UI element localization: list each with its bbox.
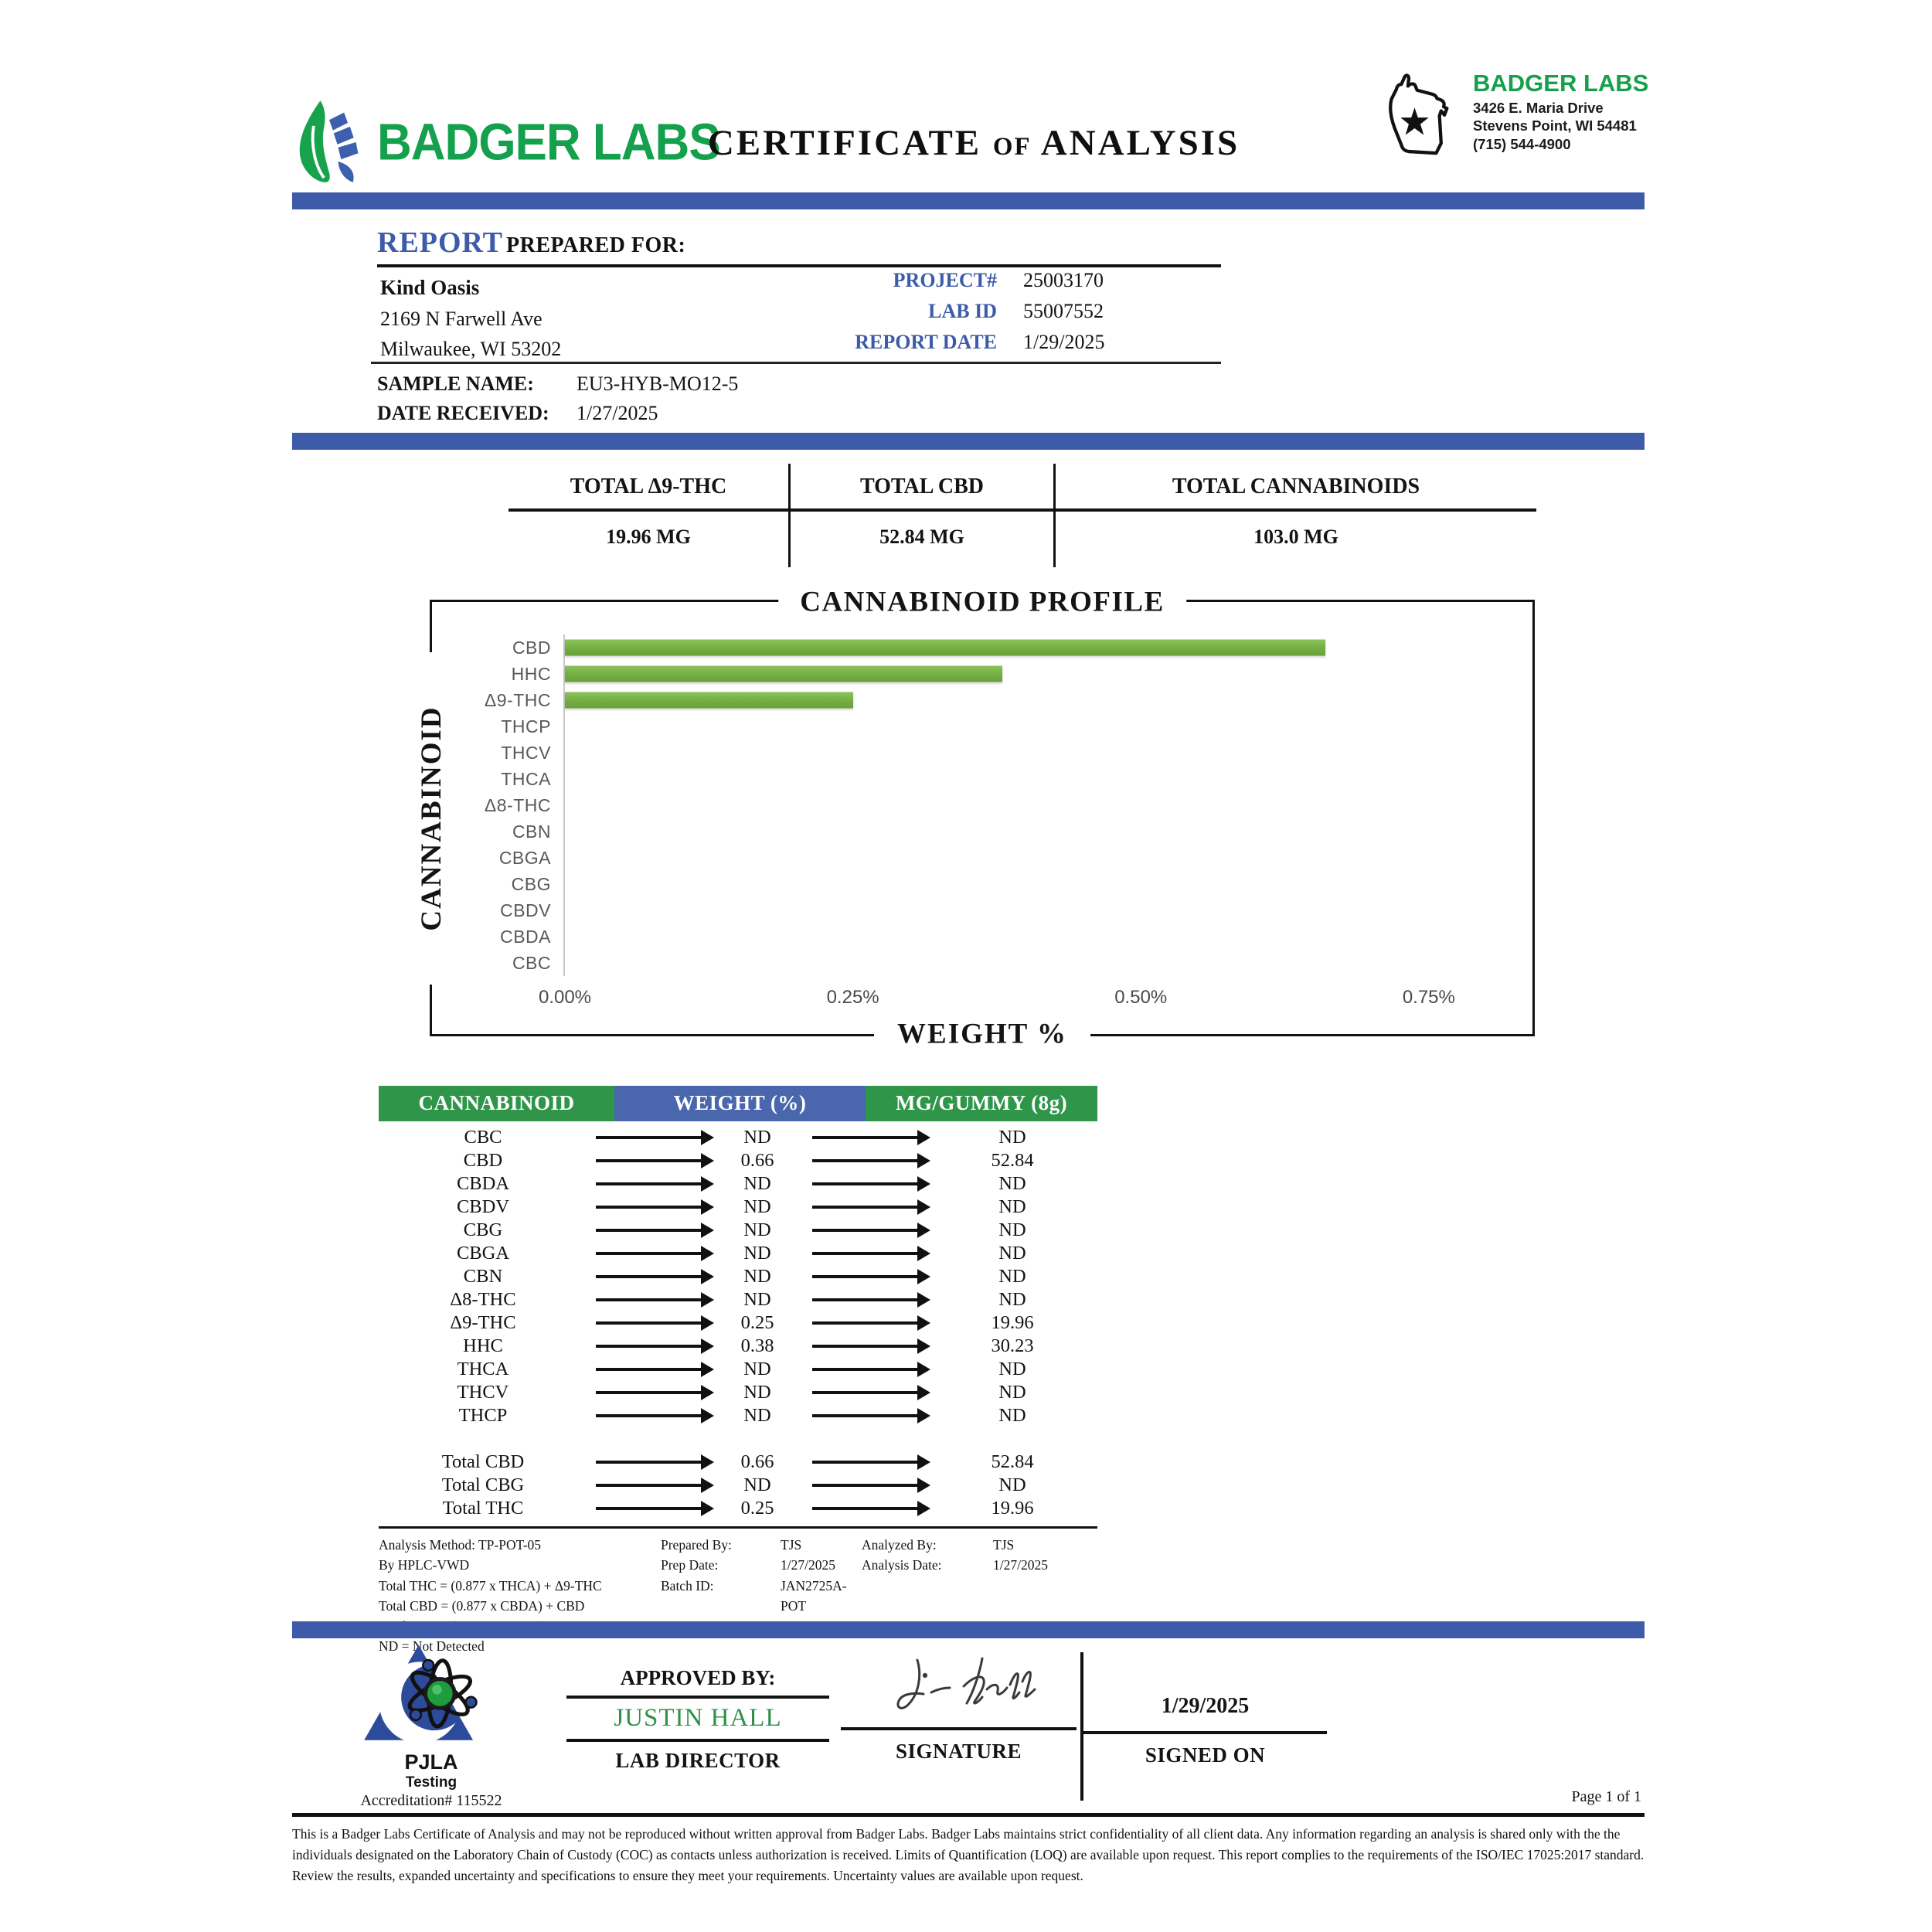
total-cannabinoids-value: 103.0 MG	[1253, 526, 1338, 548]
arrow-right-icon	[596, 1182, 702, 1185]
lab-address-line1: 3426 E. Maria Drive	[1473, 99, 1604, 116]
sample-name-row	[377, 372, 738, 396]
project-value: 25003170	[1023, 269, 1104, 291]
table-row	[379, 1196, 1097, 1219]
arrow-right-icon	[596, 1159, 702, 1162]
arrow-right-icon	[812, 1275, 919, 1278]
date-received-row	[377, 402, 738, 425]
chart-bar-track	[563, 871, 1532, 897]
weight-percent-value: ND	[743, 1127, 771, 1148]
weight-percent-value: 0.25	[740, 1312, 774, 1333]
report-label: REPORT	[377, 226, 504, 259]
chart-row	[432, 871, 1532, 897]
table-row	[379, 1451, 1097, 1474]
chart-category-label: CBGA	[498, 847, 551, 868]
arrow-cell	[804, 1484, 927, 1487]
prepared-note-value: JAN2725A-POT	[781, 1577, 847, 1614]
chart-xtick-label: 0.00%	[538, 987, 592, 1008]
chart-category-label: CBDA	[500, 926, 551, 947]
arrow-right-icon	[596, 1461, 702, 1464]
arrow-right-icon	[812, 1136, 919, 1139]
arrow-cell	[587, 1182, 711, 1185]
accreditation-number: Accreditation# 115522	[360, 1792, 502, 1809]
chart-bar-track	[563, 634, 1532, 661]
prepared-note	[661, 1555, 862, 1575]
analyte-name: CBG	[463, 1219, 503, 1240]
method-note-line: ND = Not Detected	[379, 1638, 485, 1655]
analyzed-note-label: Analyzed By:	[862, 1537, 937, 1553]
analyzed-note	[862, 1535, 1097, 1555]
arrow-cell	[804, 1414, 927, 1417]
chart-bar	[565, 640, 1325, 656]
meta-row-labid	[773, 300, 1221, 323]
arrow-right-icon	[596, 1229, 702, 1232]
divider-bar-bottom	[292, 1621, 1645, 1638]
analyte-name: HHC	[463, 1335, 503, 1356]
mg-per-gummy-value: ND	[998, 1266, 1026, 1287]
table-row	[379, 1311, 1097, 1335]
weight-percent-value: ND	[743, 1289, 771, 1310]
total-cbd-header: TOTAL CBD	[788, 464, 1056, 512]
arrow-cell	[804, 1229, 927, 1232]
signature-block	[841, 1649, 1077, 1764]
chart-category-label: THCV	[501, 742, 551, 763]
arrow-right-icon	[596, 1414, 702, 1417]
chart-xticks	[538, 987, 1532, 1010]
arrow-cell	[587, 1229, 711, 1232]
header-mg-gummy: MG/GUMMY (8g)	[866, 1086, 1097, 1121]
prepared-note	[661, 1576, 862, 1617]
chart-bar-track	[563, 950, 1532, 976]
mg-per-gummy-value: ND	[998, 1173, 1026, 1194]
chart-row	[432, 687, 1532, 713]
weight-percent-value: ND	[743, 1266, 771, 1287]
labid-value: 55007552	[1023, 300, 1104, 322]
signature-footer	[292, 1638, 1645, 1815]
arrow-cell	[804, 1461, 927, 1464]
page-number: Page 1 of 1	[1571, 1788, 1641, 1805]
chart-bar-track	[563, 661, 1532, 687]
chart-xtick-label: 0.25%	[826, 987, 879, 1008]
lab-phone: (715) 544-4900	[1473, 135, 1571, 152]
analyte-name: CBDV	[456, 1196, 510, 1217]
mg-per-gummy-value: 19.96	[991, 1312, 1034, 1333]
chart-row	[432, 766, 1532, 792]
analyte-name: Δ8-THC	[450, 1289, 516, 1310]
client-address-line2: Milwaukee, WI 53202	[380, 337, 562, 360]
chart-xtick-label: 0.75%	[1402, 987, 1455, 1008]
signature-icon	[851, 1649, 1067, 1720]
analyte-name: THCP	[458, 1405, 508, 1426]
prepared-note-label: Prep Date:	[661, 1557, 719, 1573]
weight-percent-value: ND	[743, 1219, 771, 1240]
chart-bar-track	[563, 687, 1532, 713]
client-name: Kind Oasis	[380, 276, 480, 299]
chart-row	[432, 897, 1532, 923]
analyte-name: THCV	[457, 1382, 509, 1403]
analyte-name: Total CBG	[441, 1475, 525, 1495]
approved-by-block	[566, 1666, 829, 1773]
analyte-name: CBGA	[456, 1243, 510, 1264]
arrow-right-icon	[812, 1414, 919, 1417]
chart-category-label: CBC	[512, 952, 551, 973]
analyte-name: Total CBD	[441, 1451, 525, 1472]
chart-bar-track	[563, 713, 1532, 740]
arrow-right-icon	[812, 1229, 919, 1232]
weight-percent-value: 0.66	[740, 1150, 774, 1171]
chart-row	[432, 845, 1532, 871]
sample-name-value: EU3-HYB-MO12-5	[577, 372, 739, 395]
arrow-cell	[804, 1252, 927, 1255]
chart-bar	[565, 666, 1002, 682]
meta-row-reportdate	[773, 331, 1221, 354]
weight-percent-value: 0.25	[740, 1498, 774, 1519]
meta-row-project	[773, 269, 1221, 292]
table-row	[379, 1474, 1097, 1497]
method-note-line: Total THC = (0.877 x THCA) + Δ9-THC	[379, 1577, 602, 1594]
arrow-right-icon	[812, 1298, 919, 1301]
chart-bar-track	[563, 897, 1532, 923]
signed-on-date: 1/29/2025	[1161, 1694, 1250, 1718]
arrow-cell	[804, 1321, 927, 1325]
arrow-right-icon	[812, 1182, 919, 1185]
lab-name: BADGER LABS	[1473, 70, 1649, 97]
table-row	[379, 1381, 1097, 1404]
header-cannabinoid: CANNABINOID	[379, 1086, 614, 1121]
arrow-right-icon	[596, 1368, 702, 1371]
sample-name-label: SAMPLE NAME:	[377, 372, 534, 395]
pjla-accreditation	[335, 1643, 528, 1810]
chart-category-label: CBDV	[500, 900, 551, 920]
arrow-right-icon	[596, 1484, 702, 1487]
arrow-cell	[804, 1159, 927, 1162]
chart-row	[432, 713, 1532, 740]
mg-per-gummy-value: ND	[998, 1405, 1026, 1426]
chart-row	[432, 950, 1532, 976]
analyte-name: CBN	[463, 1266, 503, 1287]
chart-row	[432, 792, 1532, 818]
arrow-right-icon	[812, 1159, 919, 1162]
arrow-cell	[587, 1252, 711, 1255]
weight-percent-value: ND	[743, 1405, 771, 1426]
approver-title: LAB DIRECTOR	[615, 1749, 781, 1772]
method-note-line: Total CBD = (0.877 x CBDA) + CBD	[379, 1597, 585, 1614]
wisconsin-state-icon	[1377, 71, 1464, 162]
table-row	[379, 1242, 1097, 1265]
chart-category-label: THCA	[501, 768, 551, 789]
date-received-label: DATE RECEIVED:	[377, 402, 549, 424]
results-table-header	[379, 1086, 1097, 1121]
arrow-cell	[804, 1345, 927, 1348]
weight-percent-value: ND	[743, 1475, 771, 1495]
arrow-right-icon	[812, 1484, 919, 1487]
arrow-cell	[804, 1206, 927, 1209]
chart-title: CANNABINOID PROFILE	[778, 586, 1186, 619]
sample-block	[377, 372, 738, 431]
mg-per-gummy-value: 52.84	[991, 1451, 1034, 1472]
weight-percent-value: ND	[743, 1359, 771, 1379]
approved-by-label: APPROVED BY:	[566, 1666, 829, 1699]
arrow-right-icon	[596, 1275, 702, 1278]
prepared-note-value: TJS	[781, 1537, 802, 1553]
chart-plot-rows	[432, 634, 1532, 976]
pjla-name: PJLA	[404, 1750, 458, 1774]
results-table-body	[379, 1126, 1097, 1427]
arrow-cell	[587, 1159, 711, 1162]
arrow-cell	[804, 1507, 927, 1510]
mg-per-gummy-value: ND	[998, 1243, 1026, 1264]
cannabinoid-profile-chart	[416, 586, 1535, 1050]
lab-address-line2: Stevens Point, WI 54481	[1473, 117, 1637, 134]
chart-category-label: THCP	[501, 716, 551, 736]
project-label: PROJECT#	[893, 269, 997, 291]
table-row	[379, 1497, 1097, 1520]
arrow-cell	[804, 1368, 927, 1371]
arrow-cell	[804, 1136, 927, 1139]
arrow-cell	[804, 1275, 927, 1278]
chart-bar	[565, 692, 853, 709]
chart-category-label: CBN	[512, 821, 551, 842]
analyte-name: Total THC	[442, 1498, 524, 1519]
table-row	[379, 1404, 1097, 1427]
table-row	[379, 1335, 1097, 1358]
table-row	[379, 1172, 1097, 1196]
arrow-right-icon	[596, 1507, 702, 1510]
arrow-cell	[587, 1461, 711, 1464]
arrow-right-icon	[812, 1345, 919, 1348]
method-note-line: Analysis Method: TP-POT-05	[379, 1537, 542, 1553]
arrow-cell	[587, 1275, 711, 1278]
chart-bar-track	[563, 792, 1532, 818]
table-row	[379, 1358, 1097, 1381]
arrow-cell	[587, 1321, 711, 1325]
arrow-right-icon	[812, 1206, 919, 1209]
logo-wordmark: BADGER LABS	[377, 113, 720, 172]
total-d9thc-header: TOTAL Δ9-THC	[509, 464, 788, 512]
analyte-name: Δ9-THC	[450, 1312, 516, 1333]
results-table-totals	[379, 1451, 1097, 1520]
arrow-right-icon	[596, 1206, 702, 1209]
arrow-cell	[587, 1507, 711, 1510]
analyzed-note-value: TJS	[993, 1537, 1015, 1553]
chart-y-axis-label: CANNABINOID	[414, 652, 450, 985]
arrow-cell	[804, 1391, 927, 1394]
chart-category-label: Δ9-THC	[484, 689, 551, 710]
chart-row	[432, 634, 1532, 661]
badger-labs-logo	[292, 97, 720, 187]
arrow-cell	[587, 1345, 711, 1348]
reportdate-value: 1/29/2025	[1023, 331, 1105, 353]
client-block	[380, 272, 561, 364]
pjla-sub: Testing	[405, 1774, 457, 1791]
arrow-cell	[587, 1391, 711, 1394]
divider-bar-top	[292, 192, 1645, 209]
total-cbd-value: 52.84 MG	[788, 512, 1056, 567]
signed-on-block	[1083, 1638, 1327, 1767]
client-address-line1: 2169 N Farwell Ave	[380, 307, 543, 330]
table-row	[379, 1288, 1097, 1311]
analyzed-note-label: Analysis Date:	[862, 1557, 942, 1573]
weight-percent-value: 0.66	[740, 1451, 774, 1472]
prepared-note-label: Prepared By:	[661, 1537, 732, 1553]
mg-per-gummy-value: ND	[998, 1289, 1026, 1310]
arrow-cell	[587, 1368, 711, 1371]
date-received-value: 1/27/2025	[577, 402, 658, 424]
chart-category-label: HHC	[511, 663, 551, 684]
weight-percent-value: ND	[743, 1243, 771, 1264]
total-cannabinoids-header: TOTAL CANNABINOIDS	[1056, 464, 1536, 512]
chart-bar-track	[563, 818, 1532, 845]
prepared-note-value: 1/27/2025	[781, 1557, 835, 1573]
arrow-right-icon	[812, 1321, 919, 1325]
table-row	[379, 1219, 1097, 1242]
weight-percent-value: 0.38	[740, 1335, 774, 1356]
weight-percent-value: ND	[743, 1196, 771, 1217]
table-row	[379, 1126, 1097, 1149]
prepared-note-label: Batch ID:	[661, 1577, 714, 1594]
leaf-icon	[292, 97, 366, 187]
signed-on-label: SIGNED ON	[1145, 1743, 1266, 1767]
mg-per-gummy-value: ND	[998, 1127, 1026, 1148]
chart-row	[432, 661, 1532, 687]
arrow-right-icon	[812, 1461, 919, 1464]
analyte-name: CBC	[464, 1127, 502, 1148]
mg-per-gummy-value: ND	[998, 1382, 1026, 1403]
arrow-cell	[587, 1414, 711, 1417]
chart-category-label: CBG	[511, 873, 551, 894]
analyte-name: CBDA	[456, 1173, 510, 1194]
chart-x-axis-label: WEIGHT %	[874, 1018, 1090, 1051]
totals-summary	[509, 464, 1536, 567]
prepared-for-label: PREPARED FOR:	[506, 233, 686, 257]
chart-bar-track	[563, 740, 1532, 766]
chart-category-label: CBD	[512, 637, 551, 658]
chart-xtick-label: 0.50%	[1114, 987, 1168, 1008]
approver-name: JUSTIN HALL	[566, 1699, 829, 1742]
mg-per-gummy-value: 52.84	[991, 1150, 1034, 1171]
analyzed-note	[862, 1555, 1097, 1575]
arrow-cell	[587, 1136, 711, 1139]
arrow-cell	[587, 1484, 711, 1487]
table-row	[379, 1149, 1097, 1172]
chart-bar-track	[563, 845, 1532, 871]
chart-row	[432, 740, 1532, 766]
chart-row	[432, 923, 1532, 950]
method-note-line: By HPLC-VWD	[379, 1557, 470, 1573]
analyte-name: CBD	[463, 1150, 503, 1171]
weight-percent-value: ND	[743, 1173, 771, 1194]
report-meta	[773, 269, 1221, 362]
chart-category-label: Δ8-THC	[484, 794, 551, 815]
arrow-cell	[804, 1182, 927, 1185]
analyzed-note-value: 1/27/2025	[993, 1557, 1048, 1573]
chart-bar-track	[563, 766, 1532, 792]
prepared-note	[661, 1535, 862, 1555]
pjla-logo-icon	[358, 1643, 505, 1745]
header-weight: WEIGHT (%)	[614, 1086, 866, 1121]
chart-row	[432, 818, 1532, 845]
divider-bar-middle	[292, 433, 1645, 450]
arrow-right-icon	[596, 1321, 702, 1325]
reportdate-label: REPORT DATE	[855, 331, 997, 353]
arrow-right-icon	[812, 1368, 919, 1371]
weight-percent-value: ND	[743, 1382, 771, 1403]
arrow-right-icon	[596, 1298, 702, 1301]
arrow-right-icon	[812, 1391, 919, 1394]
mg-per-gummy-value: ND	[998, 1219, 1026, 1240]
results-table	[379, 1086, 1097, 1657]
signature-label: SIGNATURE	[895, 1740, 1022, 1763]
arrow-right-icon	[812, 1252, 919, 1255]
arrow-cell	[587, 1206, 711, 1209]
labid-label: LAB ID	[928, 300, 997, 322]
analyte-name: THCA	[457, 1359, 509, 1379]
arrow-right-icon	[812, 1507, 919, 1510]
arrow-right-icon	[596, 1345, 702, 1348]
mg-per-gummy-value: ND	[998, 1475, 1026, 1495]
arrow-right-icon	[596, 1391, 702, 1394]
arrow-right-icon	[596, 1136, 702, 1139]
arrow-cell	[804, 1298, 927, 1301]
mg-per-gummy-value: 30.23	[991, 1335, 1034, 1356]
report-section-heading	[377, 226, 1221, 267]
arrow-right-icon	[596, 1252, 702, 1255]
disclaimer-text: This is a Badger Labs Certificate of Analysis and may not be reproduced without written approval from Badger Labs. Badger Labs maintains strict confidentiality of all client data. Any information regarding an analysis is shared only with the the individuals designated on the Laboratory Chain of Custody (COC) as contacts unless authorization is received. Limits of Quantification (LOQ) are available upon request. This report complies to the requirements of the ISO/IEC 17025:2017 standard. Review the results, expanded uncertainty and specifications to ensure they meet your requirements. Uncertainty values are available upon request.	[292, 1813, 1645, 1886]
lab-address-block	[1377, 71, 1648, 162]
mg-per-gummy-value: 19.96	[991, 1498, 1034, 1519]
mg-per-gummy-value: ND	[998, 1359, 1026, 1379]
table-row	[379, 1265, 1097, 1288]
total-d9thc-value: 19.96 MG	[606, 526, 691, 548]
mg-per-gummy-value: ND	[998, 1196, 1026, 1217]
chart-bar-track	[563, 923, 1532, 950]
arrow-cell	[587, 1298, 711, 1301]
document-title: CERTIFICATE OF ANALYSIS	[707, 123, 1240, 163]
sample-divider-line	[371, 362, 1221, 364]
